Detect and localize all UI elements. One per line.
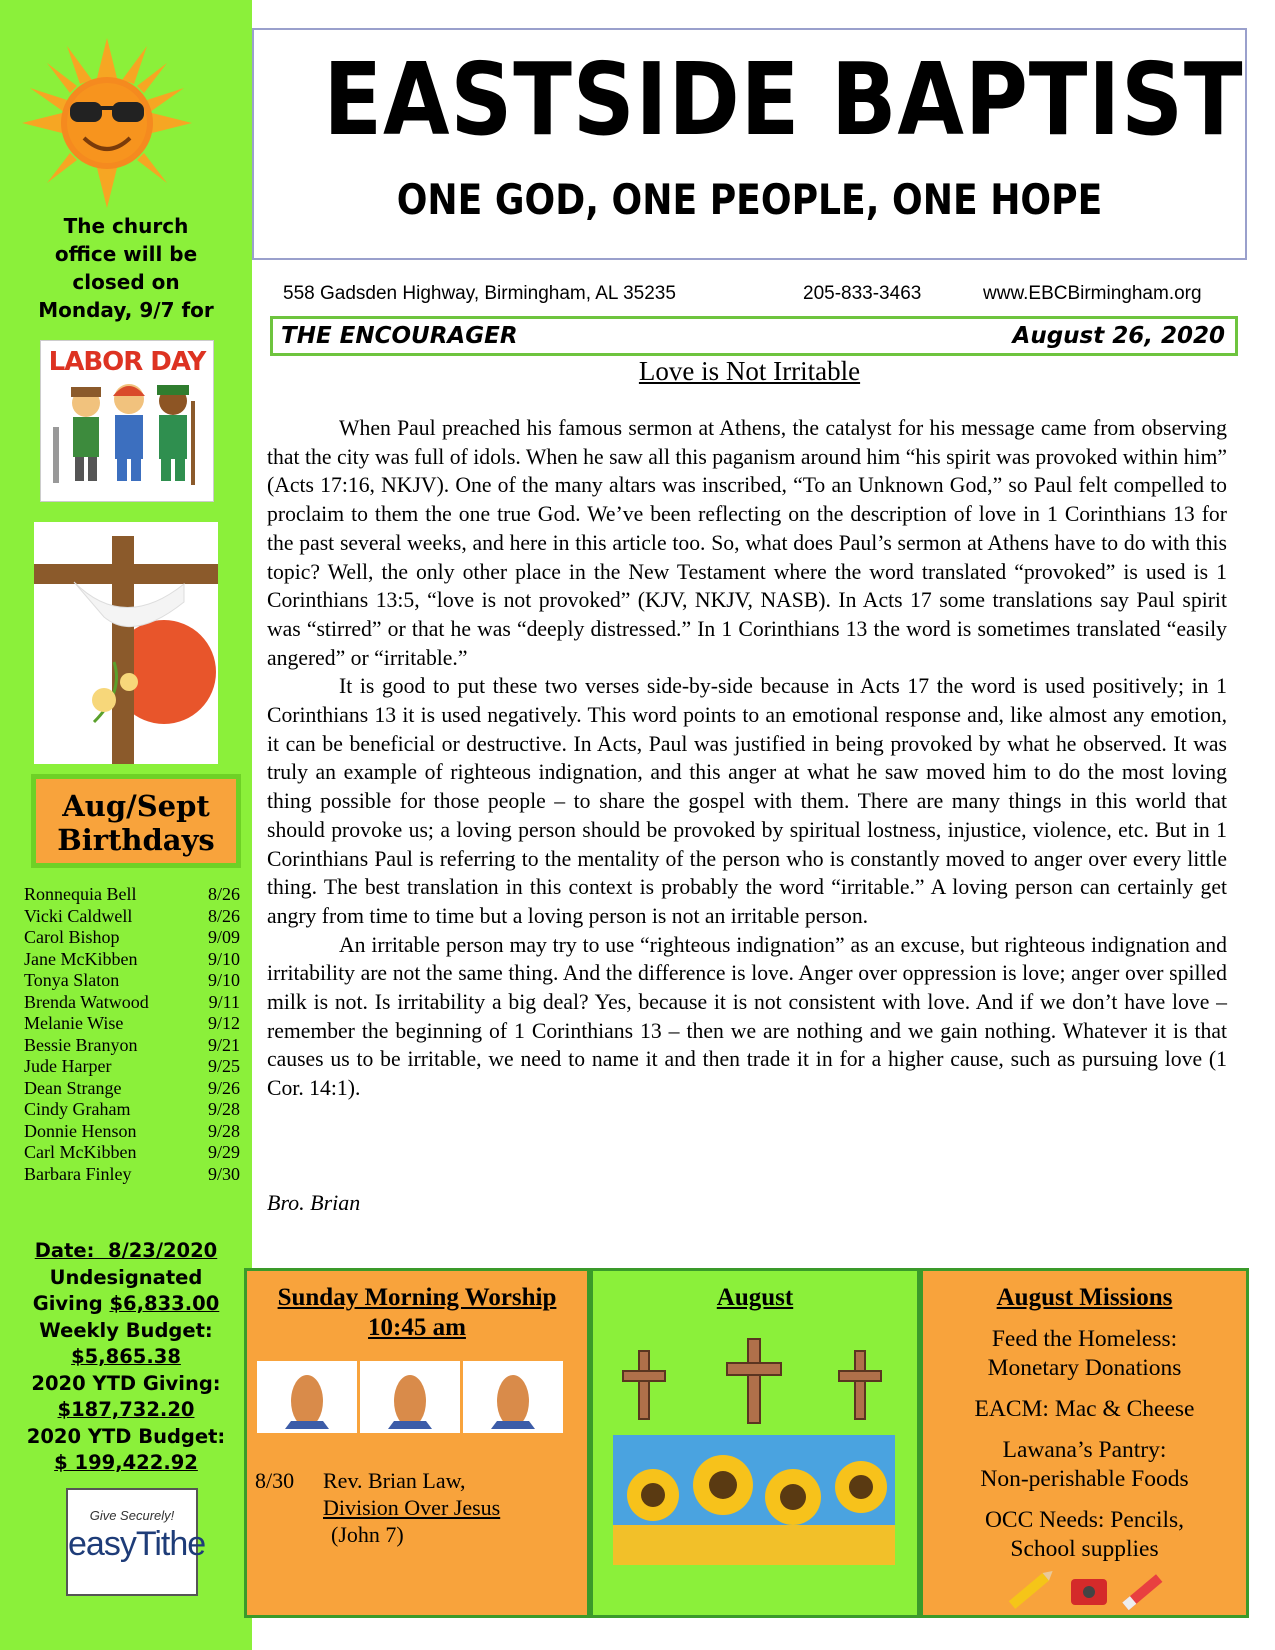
birthday-name: Brenda Watwood <box>24 991 149 1012</box>
notice-line: closed on <box>72 270 180 294</box>
sermon-date: 8/30 <box>255 1468 295 1493</box>
article-title: Love is Not Irritable <box>638 356 861 386</box>
birthday-name: Ronnequia Bell <box>24 884 137 904</box>
article-paragraph: When Paul preached his famous sermon at Athens, the catalyst for his message came from observing that the city was full of idols. When he saw all this paganism around him “his spirit was provoked within him” (Acts 17:16, NKJV). One of the many altars was inscribed, “To an Unknown God,” so Paul felt compelled to proclaim to them the one true God. We’ve been reflecting on the description of love in 1 Corinthians 13 for the past several weeks, and here in this article too. So, what does Paul’s sermon at Athens have to do with this topic? Well, the only other place in the New Testament where the word translated “provoked” is used is 1 Corinthians 13:5, “love is not provoked” (KJV, NKJV, NASB). In Acts 17 some translations say Paul spirit was “stirred” or that he was “deeply distressed.” In 1 Corinthians 13 the word is sometimes translated “easily angered” or “irritable.” <box>267 416 1227 670</box>
birthday-date: 9/21 <box>207 1034 240 1055</box>
church-name: EASTSIDE BAPTIST <box>323 41 1244 158</box>
phone: 205-833-3463 <box>803 283 922 304</box>
praying-hands-icon <box>257 1361 357 1433</box>
weekly-budget-value: $5,865.38 <box>71 1345 181 1368</box>
crosses-icon <box>593 1331 917 1427</box>
notice-line: The church <box>63 214 189 238</box>
praying-hands-icon <box>360 1361 460 1433</box>
easytithe-logo: easyTithe <box>68 1525 206 1563</box>
mission-line: Feed the Homeless: <box>991 1326 1178 1352</box>
mission-item <box>923 1325 1246 1383</box>
undesignated-line <box>0 1291 252 1318</box>
article-paragraph: It is good to put these two verses side-by-side because in Acts 17 the word is used positively; in 1 Corinthians 13 it is used negatively. This word points to an emotional response and, like almost any emotion, it can be beneficial or destructive. In Acts, Paul was justified in being provoked by what he observed. It was truly an example of righteous indignation, and this anger at what he saw moved him to do the most loving thing possible for those people – to share the gospel with them. There are many things in this world that should provoke us; a loving person should be provoked by spiritual lostness, injustice, violence, etc. But in 1 Corinthians Paul is referring to the mentality of the person who is constantly moved to anger over every little thing. The best translation in this context is probably the word “irritable.” A loving person can certainly get angry from time to time but a loving person is not an irritable person. <box>267 674 1227 928</box>
birthday-date: 8/26 <box>207 884 240 904</box>
weekly-budget-label: Weekly Budget: <box>39 1318 213 1342</box>
birthday-row <box>24 884 240 906</box>
mission-line: OCC Needs: Pencils, <box>984 1507 1185 1533</box>
worship-time: 10:45 am <box>368 1314 466 1341</box>
birthday-name: Donnie Henson <box>24 1120 137 1141</box>
labor-day-image <box>40 340 214 502</box>
masthead <box>252 28 1247 260</box>
mission-line: School supplies <box>1010 1536 1159 1562</box>
birthday-date: 9/25 <box>207 1056 240 1076</box>
birthday-row <box>24 970 240 992</box>
birthday-date: 9/28 <box>207 1099 240 1119</box>
giving-date: 8/23/2020 <box>108 1239 218 1262</box>
birthday-name: Jude Harper <box>24 1056 112 1076</box>
worship-box <box>244 1268 590 1618</box>
birthday-row <box>24 1013 240 1035</box>
birthday-name: Jane McKibben <box>24 948 138 969</box>
birthday-name: Melanie Wise <box>24 1013 124 1033</box>
birthday-row <box>24 1142 240 1164</box>
left-sidebar <box>0 0 252 1650</box>
mission-line: EACM: Mac & Cheese <box>974 1396 1195 1422</box>
office-closed-notice <box>0 212 252 324</box>
birthday-row <box>24 1056 240 1078</box>
sunflowers-image <box>613 1435 895 1565</box>
article-body <box>267 414 1227 1103</box>
birthday-name: Vicki Caldwell <box>24 905 133 926</box>
birthday-name: Cindy Graham <box>24 1099 131 1119</box>
article-signature: Bro. Brian <box>267 1190 361 1215</box>
birthday-name: Carl McKibben <box>24 1142 137 1162</box>
cross-with-flower-image <box>34 522 218 764</box>
mission-line: Monetary Donations <box>987 1355 1182 1381</box>
article-paragraph: An irritable person may try to use “righteous indignation” as an excuse, but righteous indignation and irritability are not the same thing. And the difference is love. Anger over oppression is love; anger over spilled milk is not. Is irritability a big deal? Yes, because it is not consistent with love. And if we don’t have love – remember the beginning of 1 Corinthians 13 – then we are nothing and we gain nothing. Whatever it is that causes us to be irritable, we need to name it and then trade it in for a higher cause, such as pursuing love (1 Cor. 14:1). <box>267 932 1227 1101</box>
birthday-date: 9/28 <box>207 1120 240 1141</box>
birthday-row <box>24 1121 240 1143</box>
address: 558 Gadsden Highway, Birmingham, AL 35235 <box>283 283 676 304</box>
birthday-date: 9/09 <box>207 927 240 947</box>
give-securely-text: Give Securely! <box>89 1508 175 1523</box>
birthday-name: Tonya Slaton <box>24 970 120 990</box>
newsletter-title: THE ENCOURAGER <box>281 323 518 349</box>
birthday-name: Bessie Branyon <box>24 1034 138 1055</box>
birthday-date: 9/11 <box>208 991 240 1012</box>
birthday-list <box>24 884 240 1185</box>
birthday-row <box>24 927 240 949</box>
birthdays-heading-line: Birthdays <box>57 823 215 857</box>
birthday-row <box>24 949 240 971</box>
school-supplies-icon <box>1003 1571 1173 1613</box>
birthday-date: 9/30 <box>207 1163 240 1184</box>
ytd-budget-label: 2020 YTD Budget: <box>26 1424 226 1448</box>
birthday-date: 8/26 <box>207 905 240 926</box>
birthday-date: 9/26 <box>207 1077 240 1098</box>
worship-title: Sunday Morning Worship <box>277 1284 557 1311</box>
missions-title: August Missions <box>996 1284 1173 1311</box>
mission-item <box>923 1436 1246 1494</box>
tagline: ONE GOD, ONE PEOPLE, ONE HOPE <box>396 175 1103 224</box>
sermon-scripture: (John 7) <box>331 1522 404 1547</box>
birthday-row <box>24 1164 240 1186</box>
birthday-row <box>24 992 240 1014</box>
newsletter-date: August 26, 2020 <box>1012 323 1225 349</box>
giving-label: Giving <box>32 1292 103 1315</box>
birthday-date: 9/10 <box>207 948 240 969</box>
birthday-date: 9/10 <box>207 970 240 990</box>
newsletter-bar <box>270 316 1238 356</box>
praying-hands-icon <box>463 1361 563 1433</box>
giving-date-label: Date: <box>34 1239 95 1262</box>
birthday-name: Carol Bishop <box>24 927 120 947</box>
sun-icon <box>22 38 192 208</box>
mission-line: Non-perishable Foods <box>980 1466 1189 1492</box>
birthday-name: Barbara Finley <box>24 1163 132 1184</box>
birthday-row <box>24 906 240 928</box>
labor-day-title: LABOR DAY <box>48 347 206 377</box>
mission-item <box>923 1395 1246 1424</box>
sermon-title: Division Over Jesus <box>323 1495 501 1520</box>
website-link[interactable]: www.EBCBirmingham.org <box>983 283 1202 304</box>
mission-line: Lawana’s Pantry: <box>1002 1437 1167 1463</box>
giving-date-line <box>0 1238 252 1265</box>
undesignated-value: $6,833.00 <box>109 1292 220 1315</box>
giving-summary <box>0 1238 252 1477</box>
august-box <box>590 1268 920 1618</box>
notice-line: office will be <box>54 242 198 266</box>
birthdays-heading-line: Aug/Sept <box>62 789 210 823</box>
undesignated-label: Undesignated <box>49 1265 203 1289</box>
ytd-giving-value: $187,732.20 <box>57 1398 195 1421</box>
mission-item <box>923 1506 1246 1564</box>
notice-line: Monday, 9/7 for <box>38 298 214 322</box>
easytithe-button[interactable] <box>66 1488 206 1596</box>
birthdays-heading-box <box>31 774 241 868</box>
birthday-row <box>24 1078 240 1100</box>
birthday-name: Dean Strange <box>24 1077 122 1098</box>
august-title: August <box>716 1284 794 1311</box>
birthday-row <box>24 1035 240 1057</box>
ytd-giving-label: 2020 YTD Giving: <box>31 1371 221 1395</box>
birthday-date: 9/29 <box>207 1142 240 1162</box>
preacher: Rev. Brian Law, <box>323 1468 466 1493</box>
ytd-budget-value: $ 199,422.92 <box>54 1451 198 1474</box>
birthday-date: 9/12 <box>207 1013 240 1033</box>
missions-box <box>920 1268 1249 1618</box>
birthday-row <box>24 1099 240 1121</box>
